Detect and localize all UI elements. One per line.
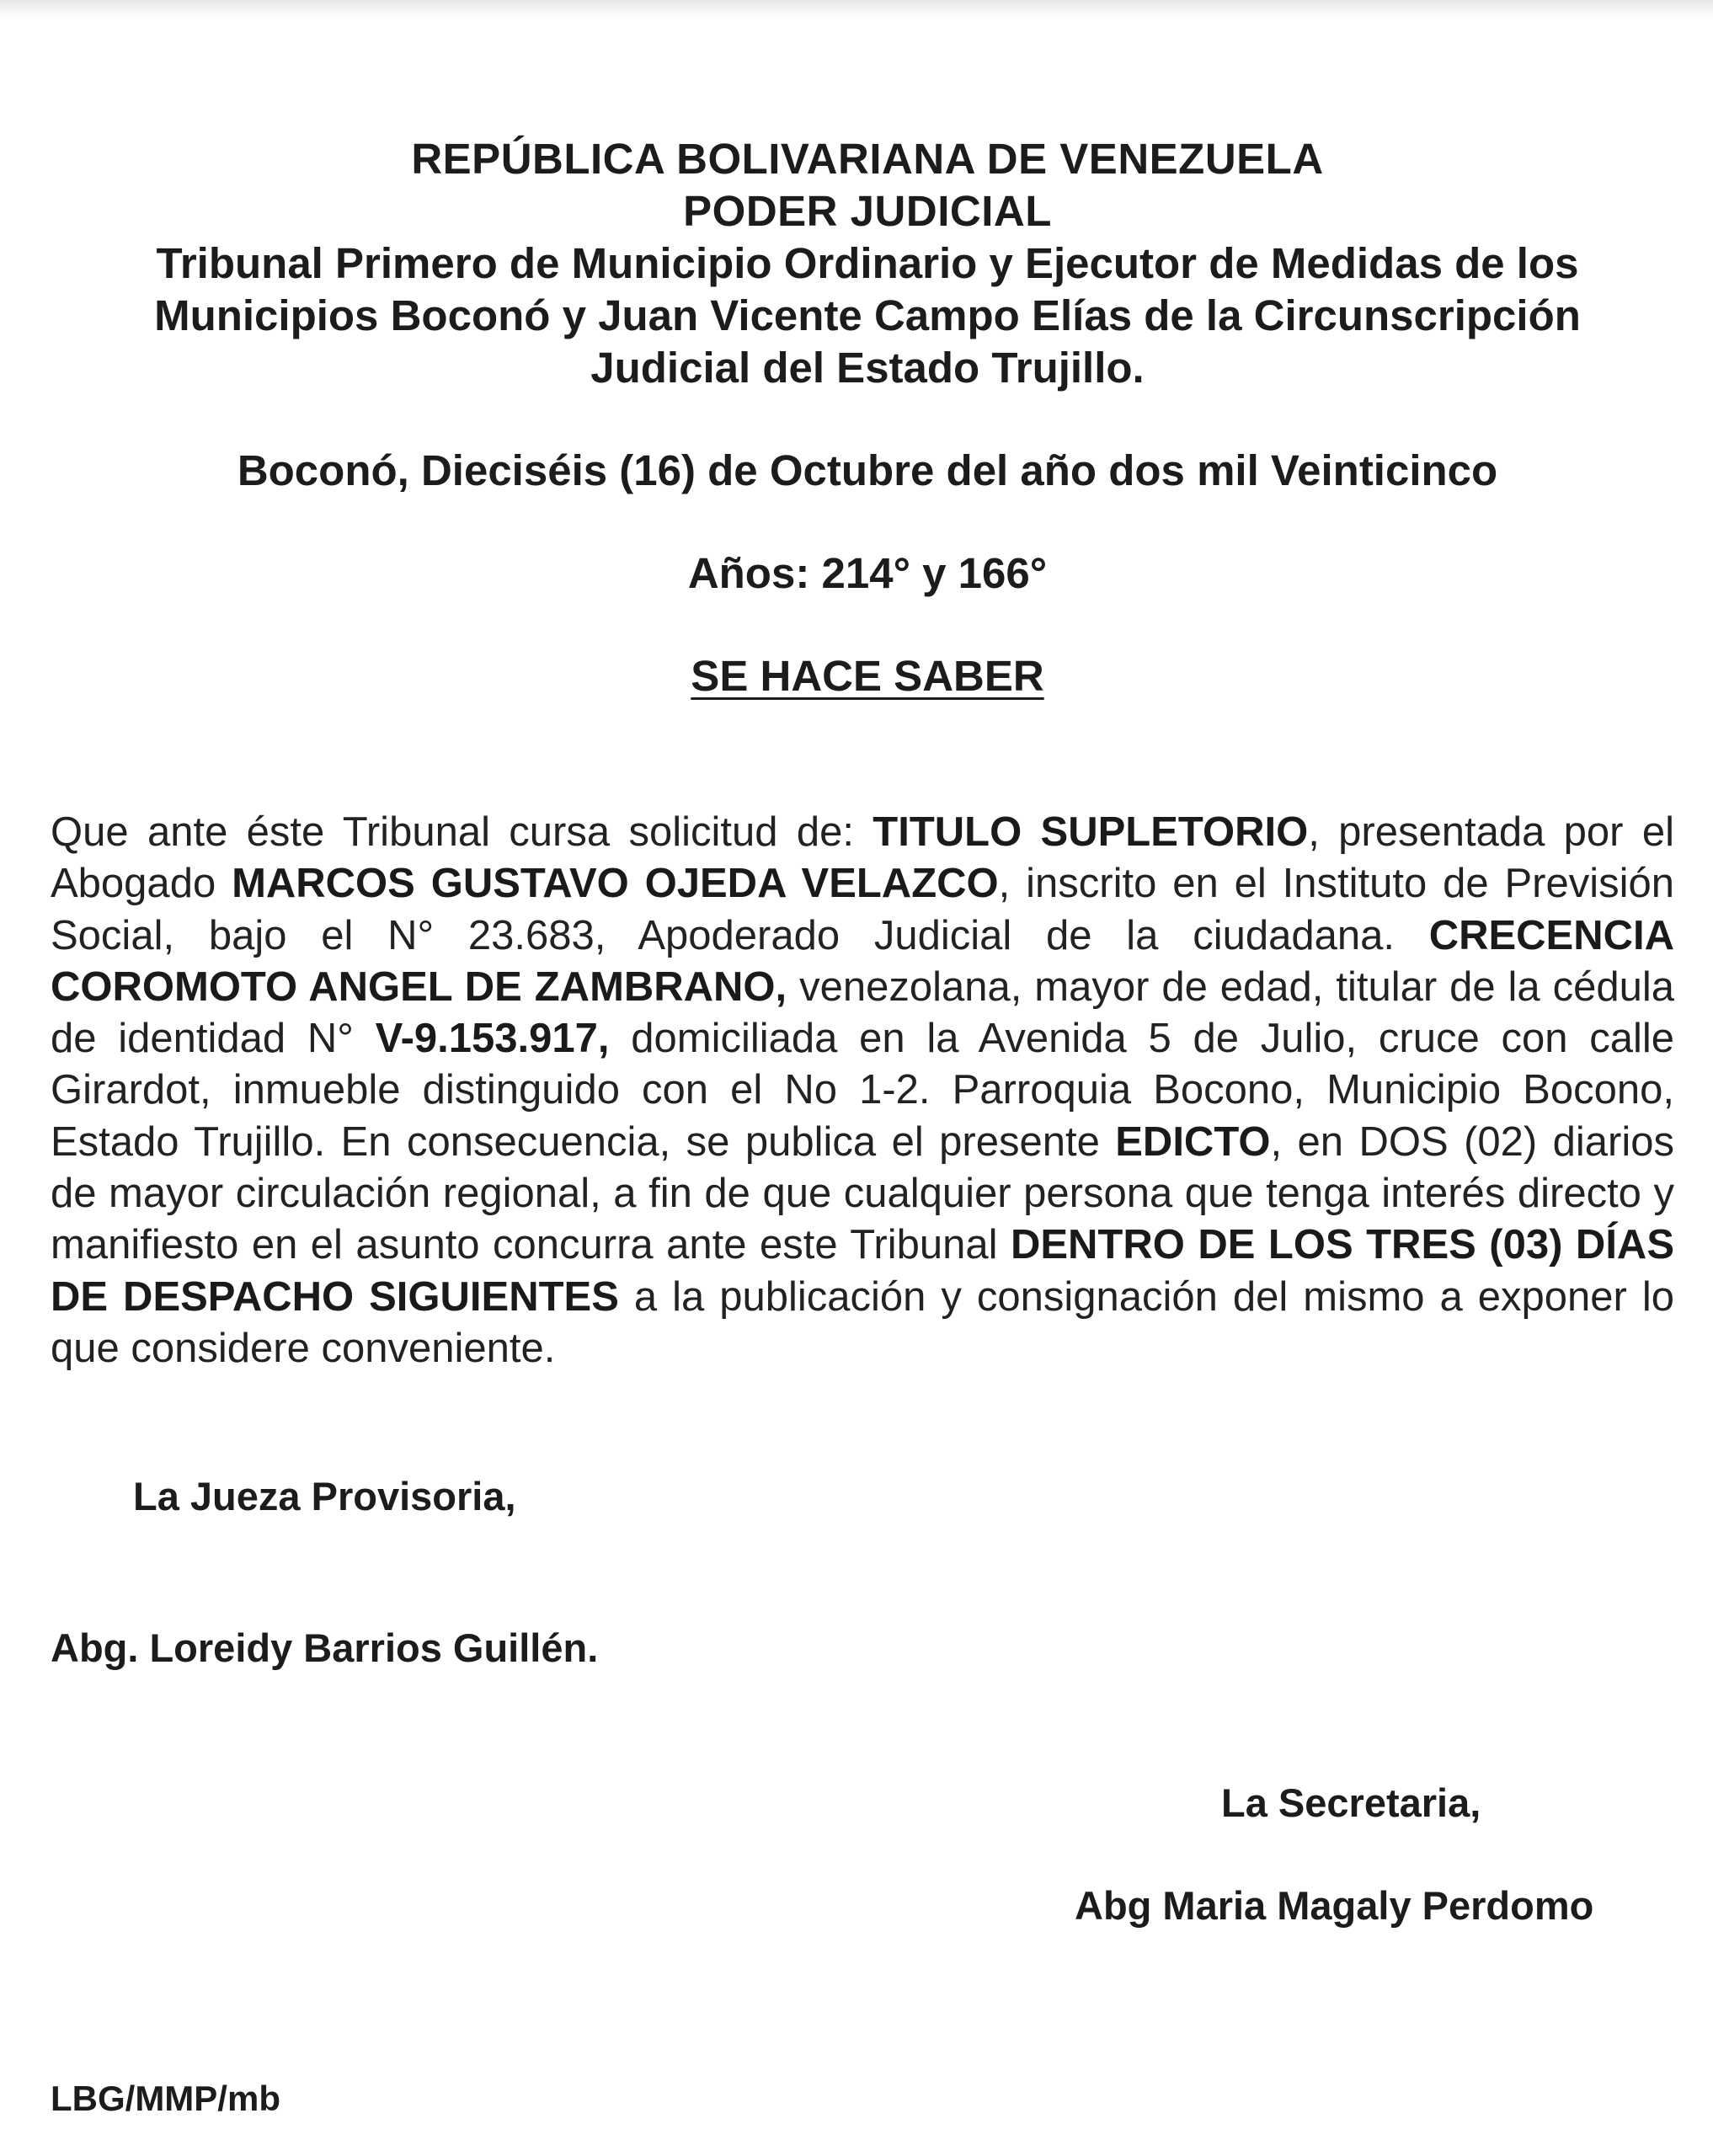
body-text-5: domiciliada en la Avenida 5 de Julio, cruce con calle Girardot, inmueble distinguido con el No 1-2. Parroquia Bocono, Municipio Bocono, Estado Trujillo. En consecuencia, se publica el presente — [51, 1016, 1674, 1165]
body-text-3: , inscrito en el Instituto de Previsión Social, bajo el N° 23.683, Apoderado Judicial de la ciudadana. — [51, 861, 1674, 958]
secretary-name: Abg Maria Magaly Perdomo — [1075, 1883, 1594, 1928]
body-text-7: a la publicación y consignación del mismo a exponer lo que considere conveniente. — [51, 1273, 1674, 1371]
body-bold-id-number: V-9.153.917, — [375, 1016, 610, 1062]
body-text-1: Que ante éste Tribunal cursa solicitud de: — [51, 809, 873, 855]
body-text-4: venezolana, mayor de edad, titular de la cédula de identidad N° — [51, 963, 1674, 1062]
reference-initials: LBG/MMP/mb — [51, 2079, 280, 2118]
secretary-title: La Secretaria, — [1221, 1780, 1481, 1825]
judge-name: Abg. Loreidy Barrios Guillén. — [51, 1625, 599, 1670]
branch-heading: PODER JUDICIAL — [683, 187, 1052, 235]
scan-edge-artifact — [0, 0, 1713, 19]
court-name-line-3: Judicial del Estado Trujillo. — [590, 344, 1145, 392]
notice-title-text: SE HACE SABER — [691, 652, 1044, 700]
court-name-line-1: Tribunal Primero de Municipio Ordinario y Ejecutor de Medidas de los — [156, 239, 1579, 287]
body-text-6: , en DOS (02) diarios de mayor circulación regional, a fin de que cualquier persona que tenga interés directo y manifiesto en el asunto concurra ante este Tribunal — [51, 1118, 1674, 1268]
judge-title: La Jueza Provisoria, — [133, 1474, 516, 1518]
place-date-line: Boconó, Dieciséis (16) de Octubre del año dos mil Veinticinco — [237, 446, 1498, 494]
court-name-line-2: Municipios Boconó y Juan Vicente Campo Elías de la Circunscripción — [154, 291, 1581, 339]
body-bold-deadline: DENTRO DE LOS TRES (03) DÍAS DE DESPACHO SIGUIENTES — [51, 1222, 1674, 1320]
body-bold-client-name: CRECENCIA COROMOTO ANGEL DE ZAMBRANO, — [51, 912, 1674, 1010]
body-bold-procedure: TITULO SUPLETORIO — [873, 809, 1309, 855]
country-heading: REPÚBLICA BOLIVARIANA DE VENEZUELA — [411, 135, 1324, 183]
edict-body — [51, 807, 1674, 1374]
notice-title — [84, 650, 1651, 702]
document-header — [84, 133, 1651, 394]
body-text-2: , presentada por el Abogado — [51, 809, 1674, 907]
body-bold-lawyer-name: MARCOS GUSTAVO OJEDA VELAZCO — [232, 861, 999, 907]
years-line: Años: 214° y 166° — [687, 549, 1048, 597]
body-bold-edict: EDICTO — [1115, 1118, 1271, 1165]
